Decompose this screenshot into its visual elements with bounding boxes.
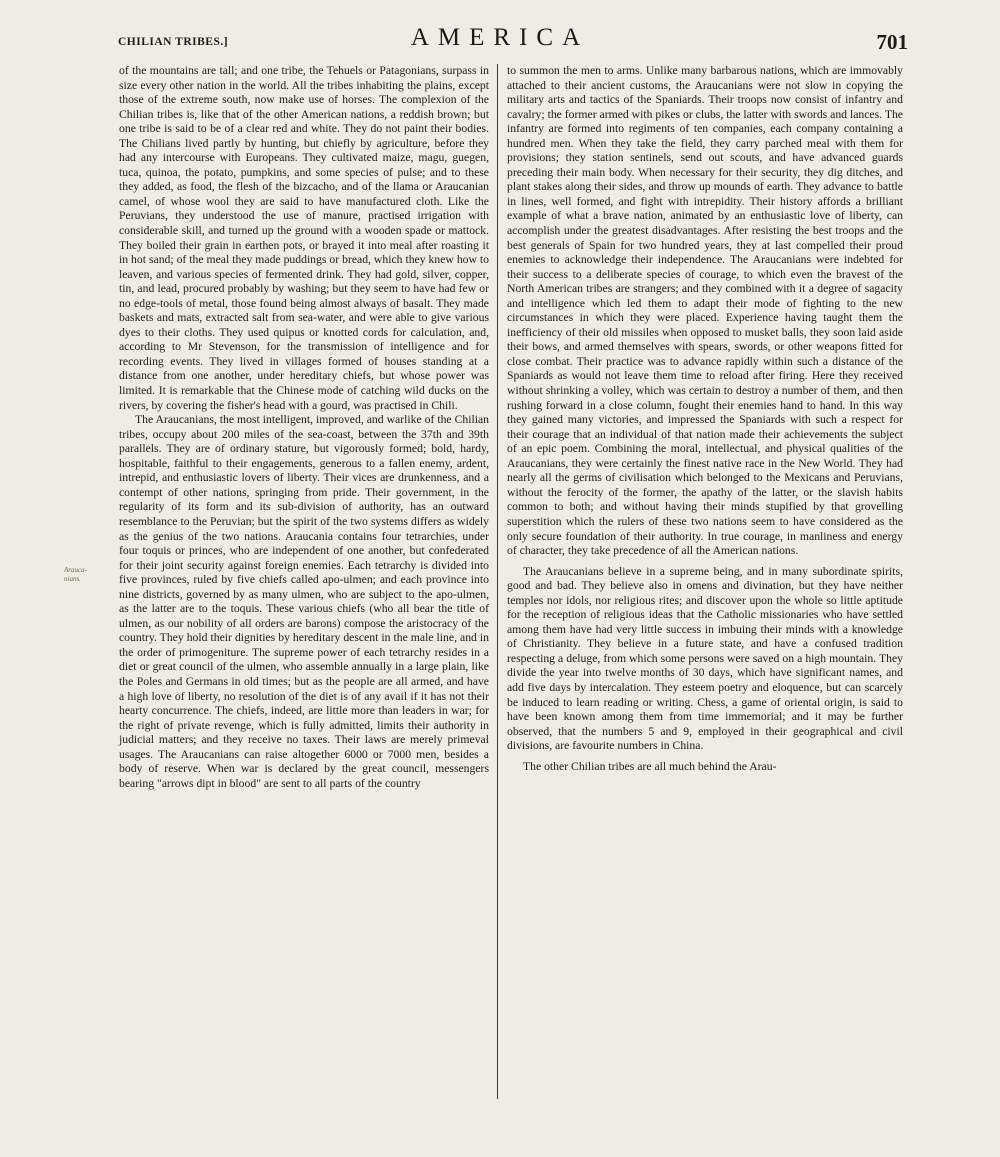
- right-column: [507, 64, 903, 774]
- left-column: [119, 64, 489, 791]
- running-head: CHILIAN TRIBES.]: [118, 36, 229, 48]
- page-number: 701: [876, 30, 908, 54]
- paragraph: The Araucanians, the most intelligent, improved, and warlike of the Chilian tribes, occupy about 200 miles of the sea-coast, between the 37th and 39th parallels. They are of ordinary stature, but vigorously formed; bold, hardy, hospitable, faithful to their engagements, generous to a fallen enemy, ardent, intrepid, and enthusiastic lovers of liberty. Their vices are drunkenness, and a contempt of other nations, springing from pride. Their government, in the regularity of its form and its sub-division of authority, has an outward resemblance to the Peruvian; but the spirit of the two systems differs as widely as the genius of the two nations. Araucania contains four tetrarchies, under four toquis or princes, who are independent of one another, but confederated for their joint security against foreign enemies. Each tetrarchy is divided into five provinces, ruled by five chiefs called apo-ulmen; and each province into nine districts, governed by as many ulmen, who are subject to the apo-ulmen, as the latter are to the toquis. These various chiefs (who all bear the title of ulmen, as our nobility of all orders are barons) compose the aristocracy of the country. They hold their dignities by hereditary descent in the male line, and in the order of primogeniture. The supreme power of each tetrarchy resides in a diet or great council of the ulmen, who assemble annually in a large plain, like the Poles and Germans in old times; but as the people are all armed, and have a high love of liberty, no resolution of the diet is of any avail if it has not their hearty concurrence. The chiefs, indeed, are little more than leaders in war; for the right of private revenge, which is fully admitted, limits their authority in judicial matters; and they receive no taxes. Their laws are merely primeval usages. The Araucanians can raise altogether 6000 or 7000 men, besides a body of reserve. When war is declared by the great council, messengers bearing "arrows dipt in blood" are sent to all parts of the country: [119, 413, 489, 790]
- paragraph: The other Chilian tribes are all much behind the Arau-: [523, 759, 777, 773]
- paragraph: to summon the men to arms. Unlike many barbarous nations, which are immovably attached to their ancient customs, the Araucanians were not slow in copying the military arts and tactics of the Spaniards. Their troops now consist of infantry and cavalry; the former armed with pikes or clubs, the latter with swords and lances. The infantry are formed into regiments of ten companies, each company containing a hundred men. When they take the field, they carry parched meal with them for provisions; they station sentinels, send out scouts, and have advanced guards preceding their main body. When necessary for their security, they dig ditches, and plant stakes along their sides, and throw up mounds of earth. They advance to battle in lines, well formed, and fight with intrepidity. Their history affords a brilliant example of what a brave nation, animated by an enthusiastic love of liberty, can accomplish under the greatest disadvantages. After resisting the best troops and the best generals of Spain for two hundred years, they at last compelled their proud enemies to acknowledge their independence. The Araucanians were indebted for their success to a deliberate species of courage, to which even the bravest of the North American tribes are strangers; and they combined with it a degree of sagacity and intelligence which led them to adapt their mode of fighting to the new circumstances in which they were placed. Experience having taught them the inefficiency of their old missiles when opposed to musket balls, they soon laid aside their bows, and armed themselves with spears, swords, or other weapons fitted for close combat. Their practice was to advance rapidly within such a distance of the Spaniards as would not leave them time to reload after firing. Here they received without shrinking a volley, which was certain to destroy a number of them, and then rushing forward in a close column, fought their enemies hand to hand. In this way they gained many victories, and impressed the Spaniards with such a respect for their courage that an individual of that nation made their achievements the subject of an epic poem. Combining the moral, intellectual, and physical qualities of the Araucanians, they were certainly the finest native race in the New World. They had nearly all the germs of civilisation which belonged to the Mexicans and Peruvians, without the ferocity of the former, the apathy of the latter, or the slavish habits common to both; and without having their minds stupified by that grovelling superstition which the rulers of these two nations seem to have considered as the only secure foundation of their authority. In true courage, in manliness and energy of character, they take precedence of all the American nations.: [507, 64, 903, 558]
- margin-note-line: nians.: [64, 575, 81, 583]
- paragraph: of the mountains are tall; and one tribe, the Tehuels or Patagonians, surpass in size every other nation in the world. All the tribes inhabiting the plains, except those of the extreme south, now make use of horses. The complexion of the Chilian tribes is, like that of the other American nations, a reddish brown; but one tribe is said to be of a clear red and white. They do not paint their bodies. The Chilians lived partly by hunting, but chiefly by agriculture, before they had any intercourse with Europeans. They cultivated maize, magu, guegen, tuca, quinoa, the potato, pumpkins, and some species of pulse; and to these they added, as food, the flesh of the bizcacho, and of the llama or Araucanian camel, of whose wool they are said to have manufactured cloth. Like the Peruvians, they understood the use of manure, practised irrigation with considerable skill, and turned up the ground with a wooden spade or mattock. They boiled their grain in earthen pots, or brayed it into meal after roasting it in hot sand; of the meal they made puddings or bread, which they knew how to leaven, and various species of fermented drink. They had gold, silver, copper, tin, and lead, procured probably by washing; but they seem to have had few or no edge-tools of metal, those found being almost always of basalt. They made baskets and mats, extracted salt from sea-water, and were able to give various dyes to their cloths. They used quipus or knotted cords for calculation, and, according to Mr Stevenson, for the transmission of intelligence and for recording events. They lived in villages formed of houses standing at a distance from one another, under hereditary chiefs, but whose power was limited. It is remarkable that the Chinese mode of catching wild ducks on the rivers, by covering the fisher's head with a gourd, was practised in Chili.: [119, 64, 489, 412]
- paragraph: The Araucanians believe in a supreme being, and in many subordinate spirits, good and bad. They believe also in omens and divination, but they have neither temples nor idols, nor religious rites; and discover upon the whole so little aptitude for the reception of religious ideas that the Catholic missionaries who have settled among them have had very little success in imbuing their minds with a knowledge of Christianity. They believe in a future state, and have a confused tradition respecting a deluge, from which some persons were saved on a high mountain. They divide the year into twelve months of 30 days, which have significant names, and add five days by intercalation. They esteem poetry and eloquence, but can scarcely be induced to learn reading or writing. Chess, a game of oriental origin, is said to have been known among them from time immemorial; and it may be further observed, that the numbers 5 and 9, employed in their geographical and civil divisions, are favourite numbers in China.: [507, 564, 903, 753]
- running-title: AMERICA: [410, 24, 590, 51]
- column-rule: [497, 64, 498, 1099]
- margin-note-line: Arauca-: [64, 566, 87, 574]
- margin-note: [64, 566, 110, 584]
